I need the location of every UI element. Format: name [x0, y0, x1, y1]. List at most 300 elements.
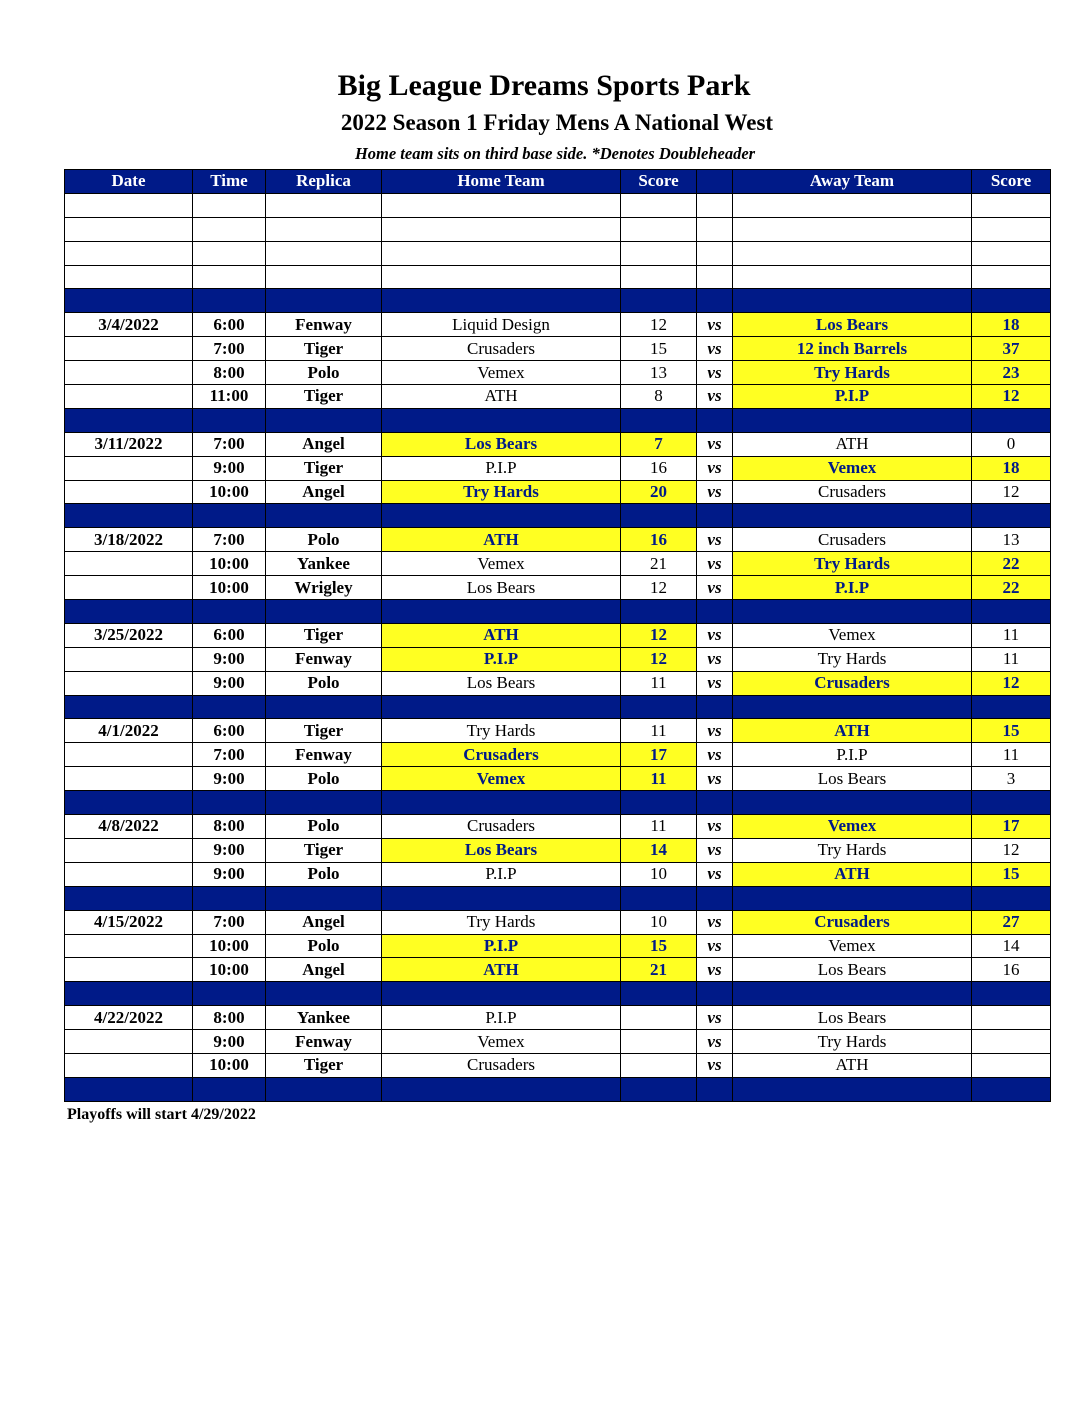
- table-row: [65, 385, 1051, 409]
- home-team: P.I.P: [382, 934, 621, 958]
- game-date: [65, 1053, 193, 1077]
- separator-cell: [382, 1077, 621, 1101]
- home-score: 14: [621, 838, 697, 862]
- separator-cell: [733, 982, 972, 1006]
- home-team: Crusaders: [382, 743, 621, 767]
- away-score: 15: [972, 719, 1051, 743]
- home-score: 12: [621, 313, 697, 337]
- away-team: Crusaders: [733, 910, 972, 934]
- home-score: 16: [621, 528, 697, 552]
- table-row: [65, 647, 1051, 671]
- game-date: [65, 647, 193, 671]
- home-team: Try Hards: [382, 480, 621, 504]
- away-team: P.I.P: [733, 743, 972, 767]
- column-header-away-team: Away Team: [733, 170, 972, 194]
- game-date: [65, 934, 193, 958]
- away-score: [972, 1053, 1051, 1077]
- vs-label: vs: [697, 576, 733, 600]
- separator-cell: [733, 289, 972, 313]
- game-replica: Polo: [266, 934, 382, 958]
- separator-cell: [193, 886, 266, 910]
- game-date: 3/18/2022: [65, 528, 193, 552]
- home-team: Crusaders: [382, 815, 621, 839]
- away-score: 11: [972, 623, 1051, 647]
- away-score: [972, 1006, 1051, 1030]
- vs-label: vs: [697, 647, 733, 671]
- vs-label: vs: [697, 552, 733, 576]
- table-row: [65, 1006, 1051, 1030]
- game-date: [65, 576, 193, 600]
- game-time: 10:00: [193, 1053, 266, 1077]
- home-score: 7: [621, 432, 697, 456]
- separator-cell: [65, 504, 193, 528]
- away-team: Los Bears: [733, 313, 972, 337]
- separator-cell: [697, 289, 733, 313]
- away-score: [972, 1030, 1051, 1054]
- separator-cell: [621, 408, 697, 432]
- game-replica: Polo: [266, 767, 382, 791]
- away-team: Crusaders: [733, 528, 972, 552]
- separator-cell: [65, 695, 193, 719]
- table-row: [65, 719, 1051, 743]
- home-team: ATH: [382, 623, 621, 647]
- away-score: 15: [972, 862, 1051, 886]
- game-replica: Tiger: [266, 337, 382, 361]
- game-replica: Polo: [266, 361, 382, 385]
- blank-cell: [382, 193, 621, 217]
- blank-cell: [621, 193, 697, 217]
- vs-label: vs: [697, 910, 733, 934]
- blank-cell: [266, 193, 382, 217]
- playoffs-note: Playoffs will start 4/29/2022: [67, 1106, 256, 1123]
- separator-cell: [382, 600, 621, 624]
- away-team: ATH: [733, 862, 972, 886]
- separator-cell: [193, 1077, 266, 1101]
- league-subtitle: 2022 Season 1 Friday Mens A National West: [340, 110, 774, 135]
- blank-cell: [266, 265, 382, 289]
- separator-cell: [382, 695, 621, 719]
- table-row: [65, 910, 1051, 934]
- vs-label: vs: [697, 743, 733, 767]
- separator-row: [65, 695, 1051, 719]
- table-row: [65, 432, 1051, 456]
- game-date: [65, 456, 193, 480]
- blank-cell: [733, 217, 972, 241]
- game-replica: Fenway: [266, 647, 382, 671]
- game-date: 3/4/2022: [65, 313, 193, 337]
- game-replica: Tiger: [266, 1053, 382, 1077]
- blank-cell: [972, 241, 1051, 265]
- away-score: 12: [972, 385, 1051, 409]
- blank-cell: [621, 217, 697, 241]
- game-replica: Angel: [266, 432, 382, 456]
- vs-label: vs: [697, 767, 733, 791]
- vs-label: vs: [697, 361, 733, 385]
- game-replica: Tiger: [266, 623, 382, 647]
- blank-row: [65, 265, 1051, 289]
- table-row: [65, 862, 1051, 886]
- home-team: ATH: [382, 958, 621, 982]
- game-date: [65, 671, 193, 695]
- column-header-home-team: Home Team: [382, 170, 621, 194]
- away-team: Vemex: [733, 623, 972, 647]
- game-date: [65, 862, 193, 886]
- away-score: 22: [972, 576, 1051, 600]
- blank-cell: [65, 217, 193, 241]
- separator-cell: [193, 600, 266, 624]
- table-row: [65, 838, 1051, 862]
- vs-label: vs: [697, 1006, 733, 1030]
- table-row: [65, 934, 1051, 958]
- column-header-home-score: Score: [621, 170, 697, 194]
- vs-label: vs: [697, 1053, 733, 1077]
- game-time: 10:00: [193, 958, 266, 982]
- vs-label: vs: [697, 480, 733, 504]
- separator-cell: [382, 791, 621, 815]
- header-row: [65, 170, 1051, 194]
- game-time: 6:00: [193, 623, 266, 647]
- game-replica: Polo: [266, 528, 382, 552]
- away-team: Try Hards: [733, 838, 972, 862]
- separator-cell: [733, 504, 972, 528]
- blank-cell: [697, 241, 733, 265]
- game-replica: Tiger: [266, 456, 382, 480]
- table-row: [65, 1030, 1051, 1054]
- blank-cell: [193, 241, 266, 265]
- game-replica: Tiger: [266, 838, 382, 862]
- separator-cell: [266, 982, 382, 1006]
- separator-cell: [972, 289, 1051, 313]
- game-replica: Fenway: [266, 743, 382, 767]
- game-time: 7:00: [193, 432, 266, 456]
- away-score: 12: [972, 838, 1051, 862]
- blank-cell: [621, 265, 697, 289]
- game-date: [65, 480, 193, 504]
- blank-cell: [266, 241, 382, 265]
- home-team: Crusaders: [382, 1053, 621, 1077]
- separator-cell: [621, 695, 697, 719]
- separator-cell: [972, 1077, 1051, 1101]
- game-date: [65, 838, 193, 862]
- home-team: P.I.P: [382, 456, 621, 480]
- separator-cell: [621, 791, 697, 815]
- away-score: 11: [972, 743, 1051, 767]
- vs-label: vs: [697, 671, 733, 695]
- doubleheader-note: Home team sits on third base side. *Denotes Doubleheader: [354, 144, 756, 163]
- blank-cell: [266, 217, 382, 241]
- game-replica: Polo: [266, 671, 382, 695]
- separator-row: [65, 408, 1051, 432]
- home-score: 16: [621, 456, 697, 480]
- game-time: 7:00: [193, 743, 266, 767]
- separator-cell: [382, 408, 621, 432]
- game-date: 4/1/2022: [65, 719, 193, 743]
- separator-cell: [266, 600, 382, 624]
- home-score: [621, 1030, 697, 1054]
- separator-cell: [697, 504, 733, 528]
- vs-label: vs: [697, 313, 733, 337]
- blank-row: [65, 217, 1051, 241]
- table-row: [65, 958, 1051, 982]
- game-time: 11:00: [193, 385, 266, 409]
- game-time: 10:00: [193, 576, 266, 600]
- home-score: 11: [621, 719, 697, 743]
- game-time: 8:00: [193, 361, 266, 385]
- separator-cell: [733, 408, 972, 432]
- game-replica: Tiger: [266, 719, 382, 743]
- vs-label: vs: [697, 815, 733, 839]
- separator-cell: [193, 289, 266, 313]
- separator-row: [65, 982, 1051, 1006]
- away-team: Try Hards: [733, 1030, 972, 1054]
- away-team: ATH: [733, 1053, 972, 1077]
- separator-cell: [266, 289, 382, 313]
- home-score: 21: [621, 958, 697, 982]
- away-score: 0: [972, 432, 1051, 456]
- home-team: P.I.P: [382, 1006, 621, 1030]
- home-score: [621, 1006, 697, 1030]
- column-header-date: Date: [65, 170, 193, 194]
- away-score: 23: [972, 361, 1051, 385]
- separator-cell: [733, 600, 972, 624]
- away-team: Los Bears: [733, 1006, 972, 1030]
- away-team: Crusaders: [733, 671, 972, 695]
- separator-cell: [733, 886, 972, 910]
- blank-row: [65, 193, 1051, 217]
- away-score: 17: [972, 815, 1051, 839]
- game-date: [65, 743, 193, 767]
- blank-cell: [697, 265, 733, 289]
- game-replica: Wrigley: [266, 576, 382, 600]
- game-date: [65, 958, 193, 982]
- separator-cell: [972, 982, 1051, 1006]
- separator-cell: [697, 791, 733, 815]
- game-date: [65, 361, 193, 385]
- away-team: Vemex: [733, 815, 972, 839]
- game-time: 9:00: [193, 767, 266, 791]
- blank-cell: [972, 265, 1051, 289]
- away-team: Los Bears: [733, 958, 972, 982]
- separator-cell: [65, 289, 193, 313]
- separator-cell: [972, 695, 1051, 719]
- schedule-body: [65, 193, 1051, 1101]
- separator-cell: [266, 886, 382, 910]
- separator-cell: [733, 791, 972, 815]
- game-time: 6:00: [193, 719, 266, 743]
- blank-cell: [65, 265, 193, 289]
- separator-cell: [972, 504, 1051, 528]
- separator-cell: [65, 982, 193, 1006]
- home-score: 11: [621, 815, 697, 839]
- game-date: 4/15/2022: [65, 910, 193, 934]
- game-time: 9:00: [193, 838, 266, 862]
- game-date: 3/11/2022: [65, 432, 193, 456]
- vs-label: vs: [697, 958, 733, 982]
- blank-cell: [382, 217, 621, 241]
- separator-cell: [193, 408, 266, 432]
- blank-cell: [382, 241, 621, 265]
- home-score: 12: [621, 623, 697, 647]
- away-team: P.I.P: [733, 576, 972, 600]
- separator-cell: [266, 504, 382, 528]
- separator-cell: [621, 982, 697, 1006]
- game-time: 9:00: [193, 862, 266, 886]
- game-replica: Angel: [266, 480, 382, 504]
- separator-row: [65, 600, 1051, 624]
- game-time: 10:00: [193, 552, 266, 576]
- separator-cell: [65, 408, 193, 432]
- game-time: 10:00: [193, 934, 266, 958]
- blank-cell: [733, 265, 972, 289]
- blank-cell: [972, 193, 1051, 217]
- vs-label: vs: [697, 528, 733, 552]
- separator-cell: [733, 1077, 972, 1101]
- home-score: 10: [621, 910, 697, 934]
- column-header-time: Time: [193, 170, 266, 194]
- away-score: 3: [972, 767, 1051, 791]
- home-score: 10: [621, 862, 697, 886]
- away-team: Crusaders: [733, 480, 972, 504]
- separator-cell: [193, 504, 266, 528]
- separator-cell: [65, 886, 193, 910]
- blank-cell: [972, 217, 1051, 241]
- table-row: [65, 671, 1051, 695]
- home-team: P.I.P: [382, 647, 621, 671]
- vs-label: vs: [697, 719, 733, 743]
- vs-label: vs: [697, 432, 733, 456]
- game-time: 9:00: [193, 647, 266, 671]
- separator-cell: [266, 1077, 382, 1101]
- separator-row: [65, 1077, 1051, 1101]
- page-title: Big League Dreams Sports Park: [337, 69, 751, 102]
- home-score: 15: [621, 337, 697, 361]
- table-row: [65, 743, 1051, 767]
- home-team: Liquid Design: [382, 313, 621, 337]
- game-replica: Yankee: [266, 1006, 382, 1030]
- blank-cell: [193, 193, 266, 217]
- home-team: Vemex: [382, 1030, 621, 1054]
- separator-cell: [697, 695, 733, 719]
- blank-cell: [65, 241, 193, 265]
- home-score: 8: [621, 385, 697, 409]
- separator-cell: [382, 504, 621, 528]
- separator-cell: [382, 886, 621, 910]
- home-score: 17: [621, 743, 697, 767]
- home-team: Los Bears: [382, 838, 621, 862]
- away-team: Vemex: [733, 934, 972, 958]
- vs-label: vs: [697, 862, 733, 886]
- home-team: Los Bears: [382, 432, 621, 456]
- game-date: [65, 767, 193, 791]
- column-header-replica: Replica: [266, 170, 382, 194]
- home-team: ATH: [382, 528, 621, 552]
- separator-cell: [621, 600, 697, 624]
- home-team: Los Bears: [382, 671, 621, 695]
- table-row: [65, 361, 1051, 385]
- blank-cell: [697, 217, 733, 241]
- game-time: 9:00: [193, 1030, 266, 1054]
- away-score: 11: [972, 647, 1051, 671]
- separator-cell: [697, 600, 733, 624]
- table-row: [65, 815, 1051, 839]
- blank-cell: [733, 241, 972, 265]
- separator-cell: [972, 600, 1051, 624]
- separator-row: [65, 504, 1051, 528]
- away-team: Vemex: [733, 456, 972, 480]
- game-date: [65, 552, 193, 576]
- home-team: ATH: [382, 385, 621, 409]
- game-time: 7:00: [193, 528, 266, 552]
- vs-label: vs: [697, 385, 733, 409]
- table-row: [65, 528, 1051, 552]
- table-row: [65, 337, 1051, 361]
- table-row: [65, 456, 1051, 480]
- away-score: 37: [972, 337, 1051, 361]
- game-time: 8:00: [193, 815, 266, 839]
- game-replica: Angel: [266, 958, 382, 982]
- blank-cell: [193, 265, 266, 289]
- home-score: 20: [621, 480, 697, 504]
- separator-cell: [972, 408, 1051, 432]
- away-score: 14: [972, 934, 1051, 958]
- home-score: 13: [621, 361, 697, 385]
- home-score: 21: [621, 552, 697, 576]
- game-time: 8:00: [193, 1006, 266, 1030]
- home-team: Los Bears: [382, 576, 621, 600]
- game-time: 6:00: [193, 313, 266, 337]
- away-score: 27: [972, 910, 1051, 934]
- separator-cell: [733, 695, 972, 719]
- game-replica: Tiger: [266, 385, 382, 409]
- blank-row: [65, 241, 1051, 265]
- away-score: 22: [972, 552, 1051, 576]
- away-team: P.I.P: [733, 385, 972, 409]
- blank-cell: [382, 265, 621, 289]
- game-time: 7:00: [193, 910, 266, 934]
- game-replica: Polo: [266, 862, 382, 886]
- away-score: 12: [972, 480, 1051, 504]
- table-row: [65, 313, 1051, 337]
- table-row: [65, 576, 1051, 600]
- home-score: [621, 1053, 697, 1077]
- away-team: ATH: [733, 719, 972, 743]
- home-score: 15: [621, 934, 697, 958]
- vs-label: vs: [697, 934, 733, 958]
- game-replica: Yankee: [266, 552, 382, 576]
- separator-row: [65, 289, 1051, 313]
- separator-cell: [621, 504, 697, 528]
- separator-cell: [193, 982, 266, 1006]
- separator-cell: [621, 886, 697, 910]
- game-date: [65, 337, 193, 361]
- separator-cell: [266, 695, 382, 719]
- blank-cell: [733, 193, 972, 217]
- home-team: P.I.P: [382, 862, 621, 886]
- separator-cell: [266, 408, 382, 432]
- separator-cell: [382, 982, 621, 1006]
- away-score: 16: [972, 958, 1051, 982]
- blank-cell: [697, 193, 733, 217]
- game-time: 9:00: [193, 456, 266, 480]
- game-replica: Angel: [266, 910, 382, 934]
- table-row: [65, 1053, 1051, 1077]
- table-row: [65, 552, 1051, 576]
- vs-label: vs: [697, 456, 733, 480]
- away-score: 13: [972, 528, 1051, 552]
- away-team: Try Hards: [733, 361, 972, 385]
- game-time: 7:00: [193, 337, 266, 361]
- away-score: 12: [972, 671, 1051, 695]
